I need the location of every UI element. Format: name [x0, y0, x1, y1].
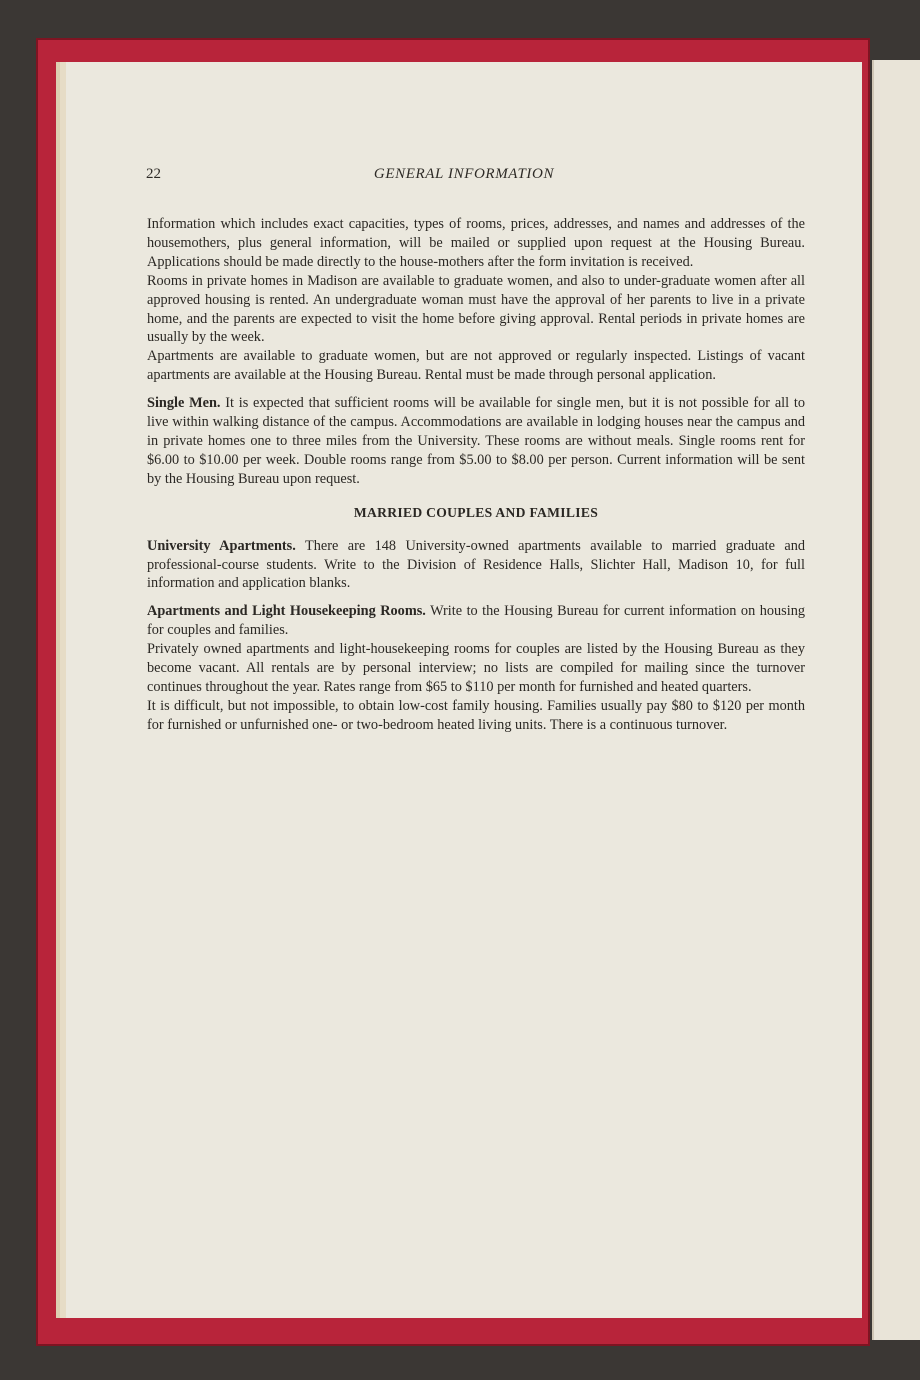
light-housekeeping-lead: Apartments and Light Housekeeping Rooms.: [147, 603, 426, 620]
book-page: [66, 62, 862, 1318]
adjacent-page-edge: [872, 60, 920, 1340]
paragraph-apartments-women: Apartments are available to graduate women, but are not approved or regularly inspected. Listings of vacant apartments are available at the Housing Bureau. Rental must be made through personal application.: [147, 348, 805, 384]
paragraph-family-housing: It is difficult, but not impossible, to obtain low-cost family housing. Families usually pay $80 to $120 per month for furnished or unfurnished one- or two-bedroom heated living units. There is a continuous turnover.: [147, 697, 805, 733]
paragraph-private-homes: Rooms in private homes in Madison are available to graduate women, and also to under-graduate women after all approved housing is rented. An undergraduate woman must have the approval of her parents to live in a private home, and the parents are expected to visit the home before giving approval. Rental periods in private homes are usually by the week.: [147, 272, 805, 346]
paragraph-information: Information which includes exact capacities, types of rooms, prices, addresses, and names and addresses of the housemothers, plus general information, will be mailed or supplied upon request at the Housing Bureau. Applications should be made directly to the house-mothers after the form invitation is received.: [147, 216, 805, 270]
paragraph-single-men: [147, 394, 805, 489]
single-men-lead: Single Men.: [147, 395, 221, 412]
paragraph-light-housekeeping: [147, 602, 805, 640]
paragraph-privately-owned: Privately owned apartments and light-housekeeping rooms for couples are listed by the Housing Bureau as they become vacant. All rentals are by personal interview; no lists are compiled for mailing since the turnover continues throughout the year. Rates range from $65 to $110 per month for furnished and heated quarters.: [147, 641, 805, 695]
section-heading: MARRIED COUPLES AND FAMILIES: [353, 504, 599, 520]
university-apartments-body: There are 148 University-owned apartments available to married graduate and professional-course students. Write to the Division of Residence Halls, Slichter Hall, Madison 10, for full information and application blanks.: [147, 537, 805, 592]
single-men-body: It is expected that sufficient rooms will be available for single men, but it is not possible for all to live within walking distance of the campus. Accommodations are available in lodging houses near the campus and in private homes one to three miles from the University. These rooms are without meals. Single rooms rent for $6.00 to $10.00 per week. Double rooms range from $5.00 to $8.00 per person. Current information will be sent by the Housing Bureau upon request.: [147, 395, 805, 487]
university-apartments-lead: University Apartments.: [147, 537, 296, 554]
body-text: [147, 215, 805, 735]
page-number: 22: [146, 166, 161, 182]
light-housekeeping-body: Write to the Housing Bureau for current information on housing for couples and families.: [147, 603, 805, 639]
paragraph-university-apartments: [147, 537, 805, 594]
running-head: GENERAL INFORMATION: [373, 166, 555, 182]
